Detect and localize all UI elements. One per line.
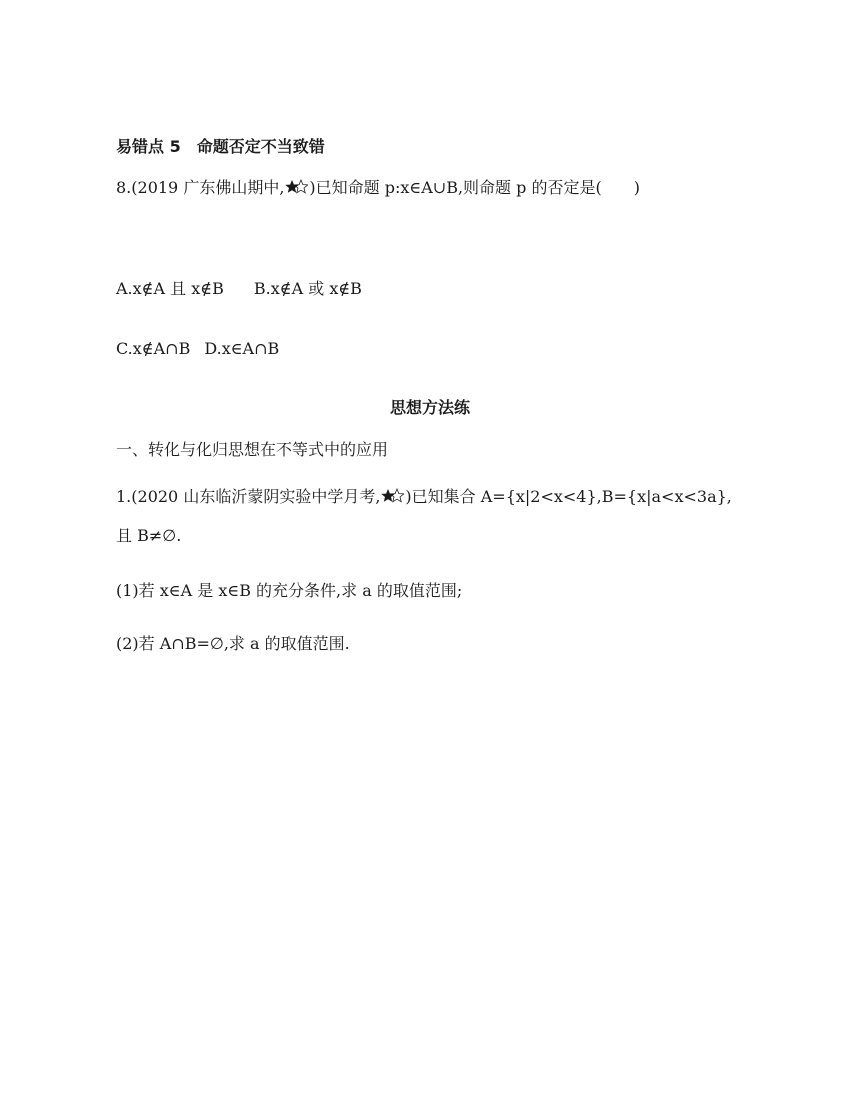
question-1-prefix: 1.(2020 山东临沂蒙阴实验中学月考, [116, 487, 381, 506]
subsection-heading: 一、转化与化归思想在不等式中的应用 [116, 440, 389, 459]
question-8-prefix: 8.(2019 广东佛山期中, [116, 178, 285, 197]
question-8-options-row-1 [116, 279, 362, 299]
question-1-condition: 且 B≠∅. [116, 526, 182, 545]
section-title: 易错点 5 命题否定不当致错 [116, 137, 325, 156]
option-a: A.x∉A 且 x∉B [116, 279, 224, 298]
question-1-stem [116, 487, 732, 507]
question-1-part-1: (1)若 x∈A 是 x∈B 的充分条件,求 a 的取值范围; [116, 581, 463, 600]
option-b: B.x∉A 或 x∉B [253, 279, 362, 298]
question-8-options-row-2 [116, 339, 279, 359]
method-practice-title: 思想方法练 [389, 398, 470, 417]
difficulty-stars-icon [285, 179, 308, 195]
question-1-part-2: (2)若 A∩B=∅,求 a 的取值范围. [116, 634, 350, 653]
question-8-stem [116, 178, 640, 198]
option-c: C.x∉A∩B [116, 339, 191, 358]
question-8-suffix: )已知命题 p:x∈A∪B,则命题 p 的否定是( ) [309, 178, 640, 197]
question-1-suffix: )已知集合 A={x|2<x<4},B={x|a<x<3a}, [405, 487, 732, 506]
difficulty-stars-icon [381, 488, 404, 504]
option-d: D.x∈A∩B [204, 339, 280, 358]
